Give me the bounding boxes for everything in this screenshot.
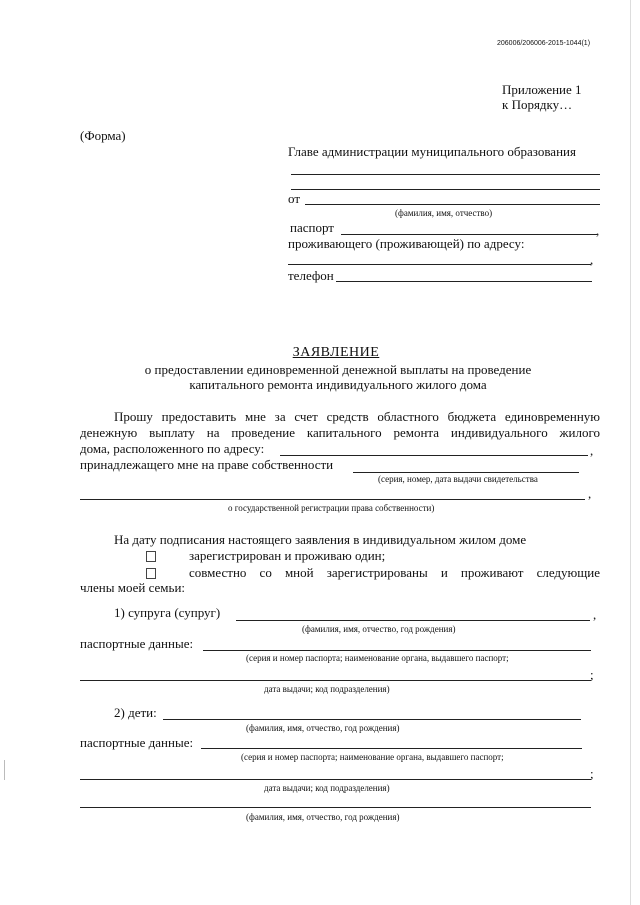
subtitle-line-2: капитального ремонта индивидуального жилого дома	[189, 377, 487, 392]
children-caption: (фамилия, имя, отчество, год рождения)	[246, 723, 400, 733]
extra-member-caption: (фамилия, имя, отчество, год рождения)	[246, 812, 400, 822]
children-label: 2) дети:	[114, 705, 157, 720]
fio-caption: (фамилия, имя, отчество)	[395, 208, 493, 218]
paragraph-1-line-3: дома, расположенного по адресу:	[80, 441, 265, 456]
passport-comma: ,	[596, 223, 600, 238]
paragraph-1-line-2: денежную выплату на проведение капитального ремонта индивидуального жилого	[80, 425, 600, 440]
spouse-comma: ,	[593, 607, 597, 622]
addressee-line-1[interactable]	[291, 174, 600, 175]
ownership-registration-field[interactable]	[80, 499, 585, 500]
option-1-label: зарегистрирован и проживаю один;	[189, 548, 386, 563]
extra-member-field[interactable]	[80, 807, 591, 808]
option-2-checkbox[interactable]	[146, 568, 156, 579]
address-comma: ,	[590, 252, 594, 267]
paragraph-1-line-1: Прошу предоставить мне за счет средств областного бюджета единовременную	[114, 409, 600, 424]
children-semicolon: ;	[590, 766, 594, 781]
children-passport-caption: (серия и номер паспорта; наименование органа, выдавшего паспорт;	[241, 752, 504, 762]
paragraph-1-line-4: принадлежащего мне на праве собственности	[80, 457, 334, 472]
children-issue-field[interactable]	[80, 779, 591, 780]
form-label: (Форма)	[80, 128, 126, 143]
document-code: 206006/206006-2015-1044(1)	[497, 40, 591, 47]
spouse-name-field[interactable]	[236, 620, 590, 621]
document-title: ЗАЯВЛЕНИЕ	[292, 345, 380, 360]
scan-right-edge	[630, 0, 631, 905]
phone-label: телефон	[288, 268, 334, 283]
from-name-field[interactable]	[305, 204, 600, 205]
registration-caption: о государственной регистрации права собственности)	[228, 503, 435, 513]
children-name-field[interactable]	[163, 719, 581, 720]
property-address-field[interactable]	[280, 455, 588, 456]
appendix-line-1: Приложение 1	[502, 82, 582, 97]
appendix-line-2: к Порядку…	[502, 97, 573, 112]
passport-field[interactable]	[341, 234, 597, 235]
residing-label: проживающего (проживающей) по адресу:	[288, 236, 525, 251]
spouse-passport-caption: (серия и номер паспорта; наименование органа, выдавшего паспорт;	[246, 653, 509, 663]
addressee-to: Главе администрации муниципального образования	[288, 144, 576, 159]
option-2-label: совместно со мной зарегистрированы и проживают следующие	[189, 565, 600, 580]
address-field[interactable]	[288, 264, 591, 265]
option-1-checkbox[interactable]	[146, 551, 156, 562]
children-issue-caption: дата выдачи; код подразделения)	[264, 783, 390, 793]
spouse-issue-caption: дата выдачи; код подразделения)	[264, 684, 390, 694]
passport-label: паспорт	[290, 220, 334, 235]
from-label: от	[288, 191, 301, 206]
ownership-certificate-field[interactable]	[353, 472, 579, 473]
spouse-semicolon: ;	[590, 667, 594, 682]
spouse-issue-field[interactable]	[80, 680, 591, 681]
paragraph-2-line-1: На дату подписания настоящего заявления в индивидуальном жилом доме	[114, 532, 527, 547]
subtitle-line-1: о предоставлении единовременной денежной выплаты на проведение	[144, 362, 532, 377]
scan-edge-mark	[4, 760, 5, 780]
spouse-passport-field[interactable]	[203, 650, 591, 651]
property-address-comma: ,	[590, 443, 594, 458]
spouse-passport-label: паспортные данные:	[80, 636, 194, 651]
children-passport-label: паспортные данные:	[80, 735, 194, 750]
option-2-continuation: члены моей семьи:	[80, 580, 186, 595]
spouse-caption: (фамилия, имя, отчество, год рождения)	[302, 624, 456, 634]
certificate-caption: (серия, номер, дата выдачи свидетельства	[378, 474, 538, 484]
addressee-line-2[interactable]	[291, 189, 600, 190]
children-passport-field[interactable]	[201, 748, 582, 749]
ownership-comma: ,	[588, 486, 592, 501]
phone-field[interactable]	[336, 281, 592, 282]
spouse-label: 1) супруга (супруг)	[114, 605, 221, 620]
